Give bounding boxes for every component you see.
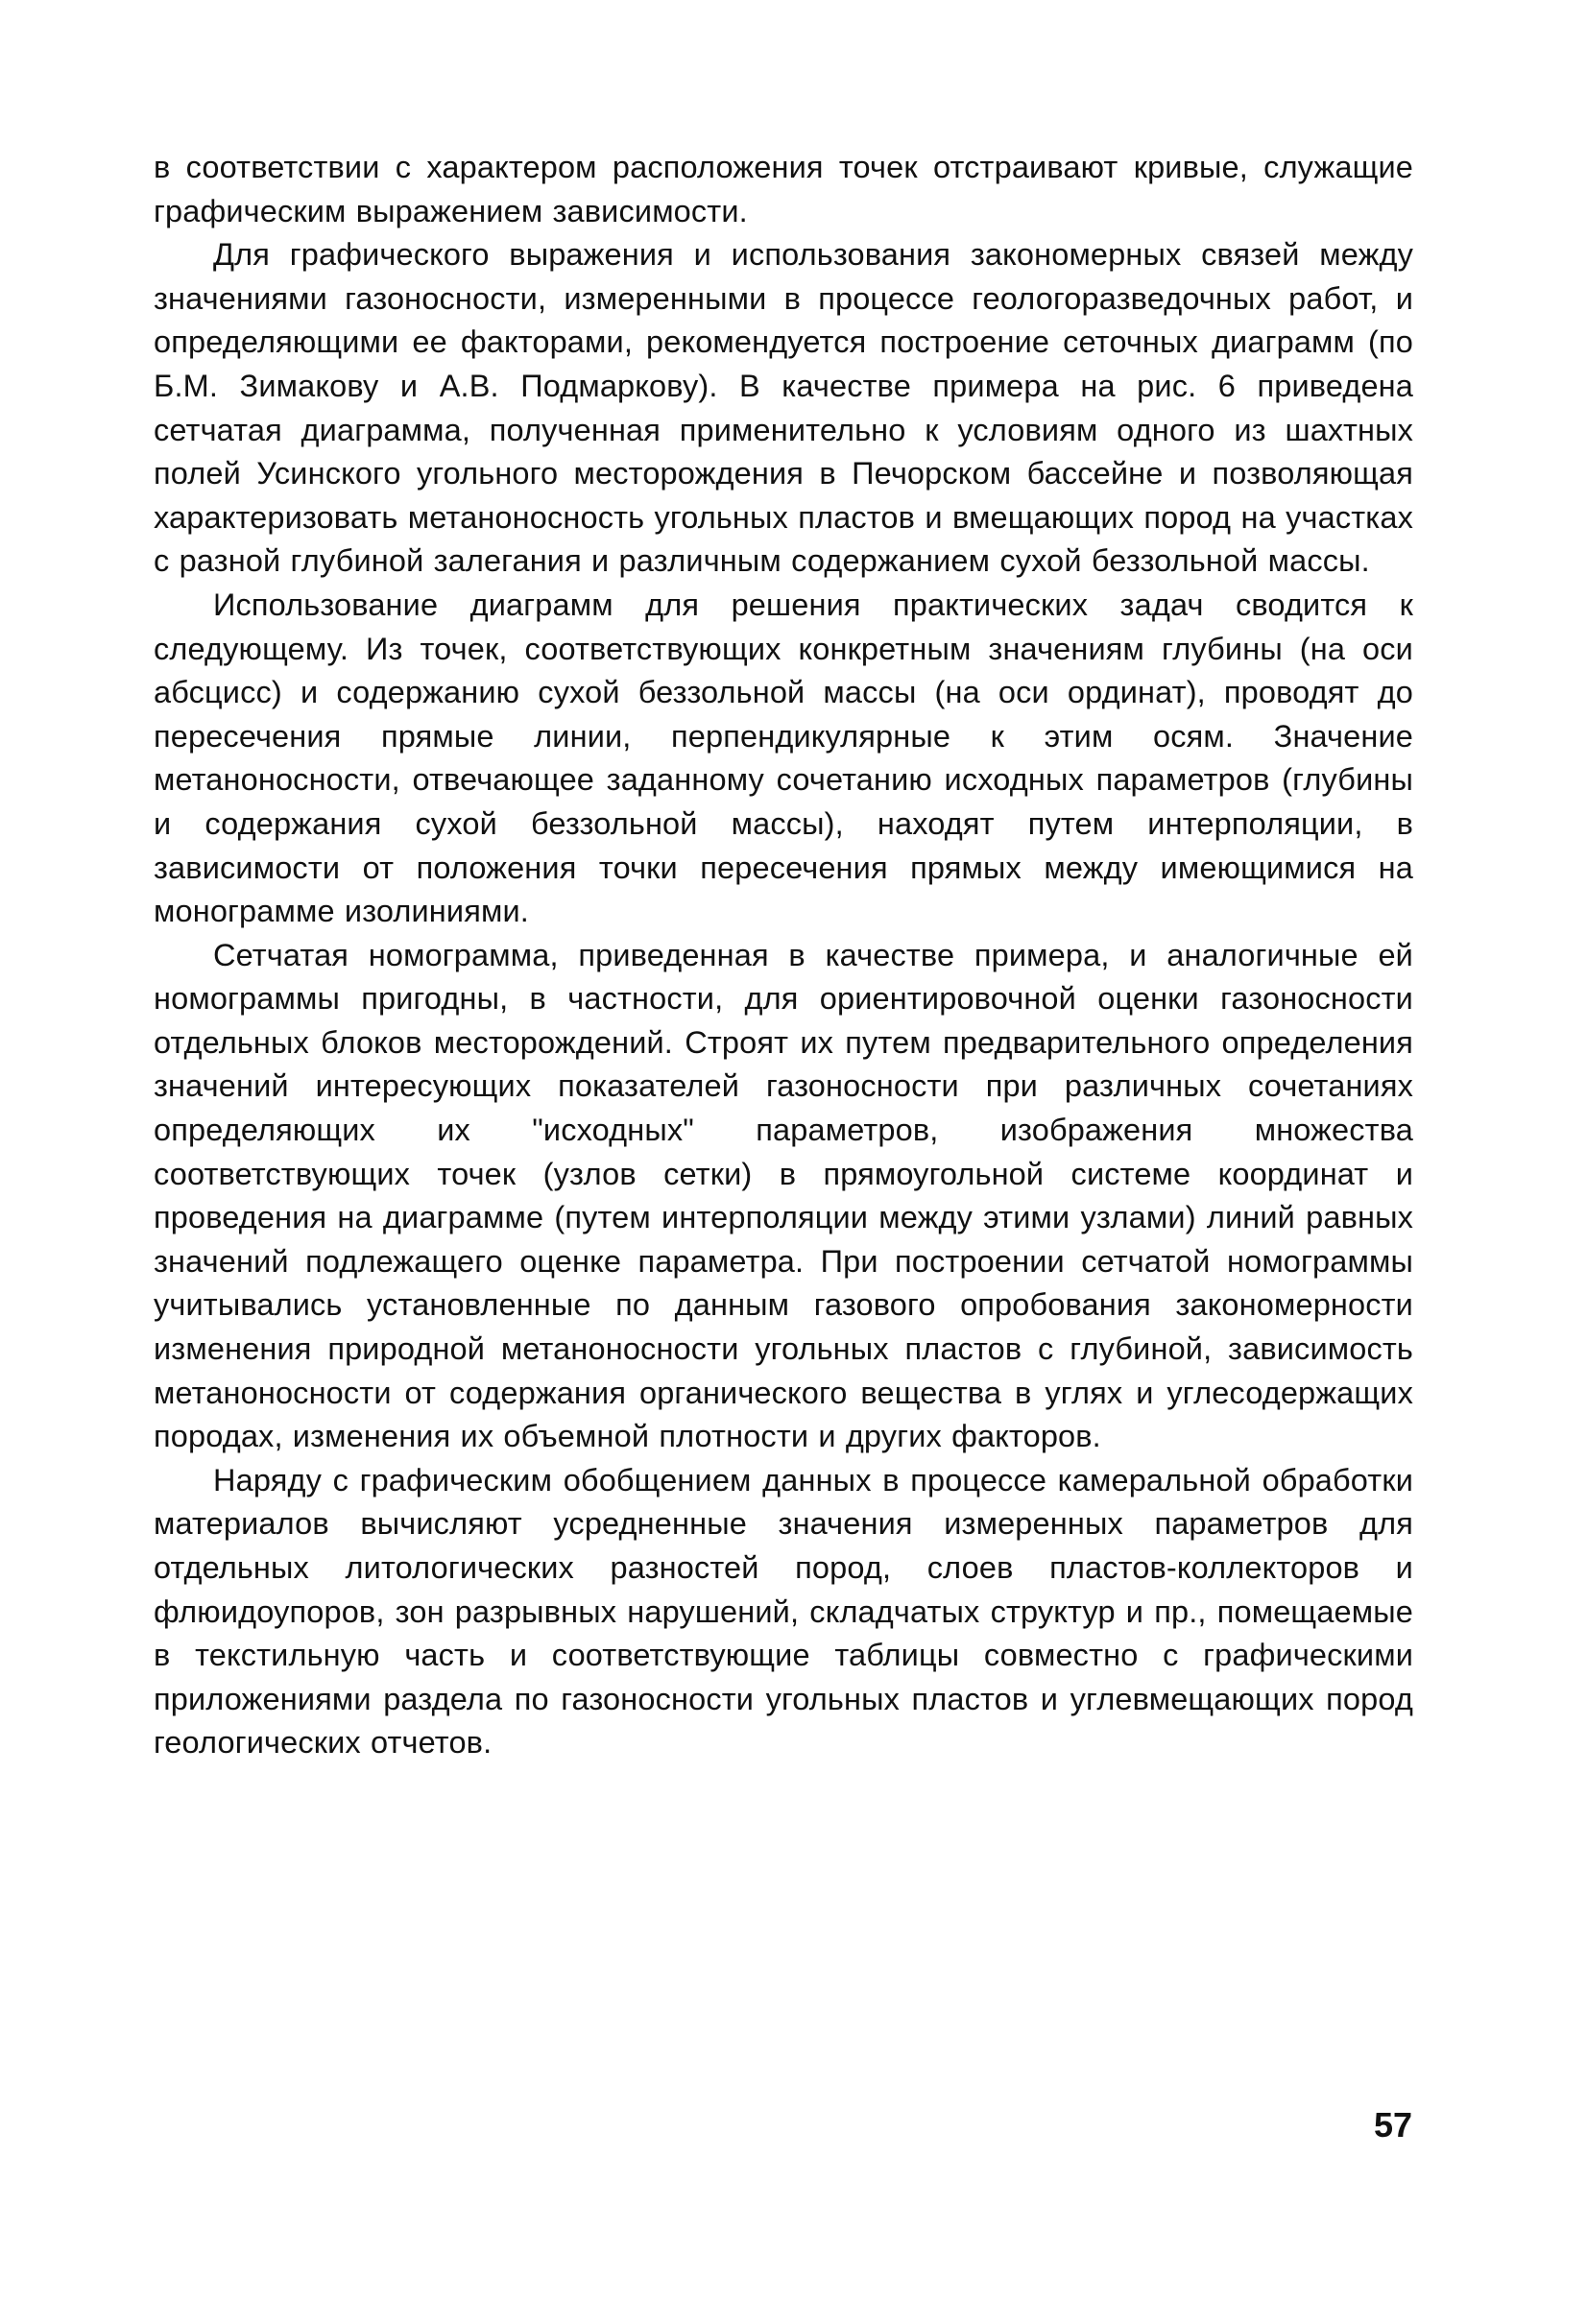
paragraph-mesh-diagrams: Для графического выражения и использования закономерных связей между значениями газоносности, измеренными в процессе геологоразведочных работ, и определяющими ее факторами, рекомендуется построение сеточных диаграмм (по Б.М. Зимакову и А.В. Подмаркову). В качестве примера на рис. 6 приведена сетчатая диаграмма, полученная применительно к условиям одного из шахтных полей Усинского угольного месторождения в Печорском бассейне и позволяющая характеризовать метаноносность угольных пластов и вмещающих пород на участках с разной глубиной залегания и различным содержанием сухой беззольной массы. [154, 237, 1413, 579]
paragraph-continuation: в соответствии с характером расположения точек отстраивают кривые, служащие графическим выражением зависимости. [154, 150, 1413, 228]
page-number: 57 [1373, 2105, 1412, 2144]
paragraph-diagram-usage: Использование диаграмм для решения практических задач сводится к следующему. Из точек, соответствующих конкретным значениям глубины (на оси абсцисс) и содержанию сухой беззольной массы (на оси ординат), проводят до пересечения прямые линии, перпендикулярные к этим осям. Значение метаноносности, отвечающее заданному сочетанию исходных параметров (глубины и содержания сухой беззольной массы), находят путем интерполяции, в зависимости от положения точки пересечения прямых между имеющимися на монограмме изолиниями. [154, 587, 1413, 929]
page-body [154, 146, 1413, 1765]
paragraph-nomogram: Сетчатая номограмма, приведенная в качестве примера, и аналогичные ей номограммы пригодны, в частности, для ориентировочной оценки газоносности отдельных блоков месторождений. Строят их путем предварительного определения значений интересующих показателей газоносности при различных сочетаниях определяющих их "исходных" параметров, изображения множества соответствующих точек (узлов сетки) в прямоугольной системе координат и проведения на диаграмме (путем интерполяции между этими узлами) линий равных значений подлежащего оценке параметра. При построении сетчатой номограммы учитывались установленные по данным газового опробования закономерности изменения природной метаноносности угольных пластов с глубиной, зависимость метаноносности от содержания органического вещества в углях и углесодержащих породах, изменения их объемной плотности и других факторов. [154, 937, 1413, 1454]
paragraph-averaging: Наряду с графическим обобщением данных в процессе камеральной обработки материалов вычисляют усредненные значения измеренных параметров для отдельных литологических разностей пород, слоев пластов-коллекторов и флюидоупоров, зон разрывных нарушений, складчатых структур и пр., помещаемые в текстильную часть и соответствующие таблицы совместно с графическими приложениями раздела по газоносности угольных пластов и углевмещающих пород геологических отчетов. [154, 1462, 1413, 1761]
